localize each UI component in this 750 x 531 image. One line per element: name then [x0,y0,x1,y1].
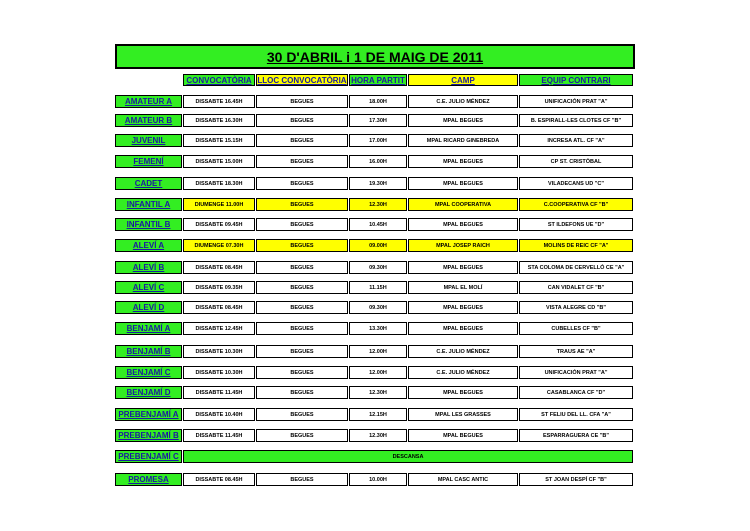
table-row [115,366,635,379]
convocatoria-cell: DISSABTE 11.45H [183,429,255,442]
hora-cell: 17.00H [349,134,407,147]
lloc-cell: BEGUES [256,261,348,274]
convocatoria-cell: DISSABTE 08.45H [183,261,255,274]
team-name: ALEVÍ B [115,261,182,274]
equip-cell: MOLINS DE REIC CF "A" [519,239,633,252]
table-row [115,322,635,335]
hora-cell: 10.45H [349,218,407,231]
lloc-cell: BEGUES [256,386,348,399]
equip-cell: UNIFICACIÓN PRAT "A" [519,95,633,108]
hora-cell: 17.30H [349,114,407,127]
camp-cell: MPAL RICARD GINEBREDA [408,134,518,147]
lloc-cell: BEGUES [256,155,348,168]
team-name: BENJAMÍ D [115,386,182,399]
convocatoria-cell: DISSABTE 18.30H [183,177,255,190]
hora-cell: 12.00H [349,366,407,379]
camp-cell: C.E. JULIO MÉNDEZ [408,366,518,379]
equip-cell: ST ILDEFONS UE "D" [519,218,633,231]
hora-cell: 09.00H [349,239,407,252]
convocatoria-cell: DISSABTE 08.45H [183,473,255,486]
convocatoria-cell: DISSABTE 10.30H [183,366,255,379]
table-row [115,218,635,231]
camp-cell: MPAL COOPERATIVA [408,198,518,211]
team-name: PREBENJAMÍ B [115,429,182,442]
lloc-cell: BEGUES [256,177,348,190]
header-camp: CAMP [408,74,518,86]
convocatoria-cell: DISSABTE 09.45H [183,218,255,231]
table-row [115,95,635,108]
equip-cell: ST FELIU DEL LL. CFA "A" [519,408,633,421]
team-name: BENJAMÍ A [115,322,182,335]
lloc-cell: BEGUES [256,95,348,108]
team-name: CADET [115,177,182,190]
equip-cell: CASABLANCA CF "D" [519,386,633,399]
header-hora-partit: HORA PARTIT [349,74,407,86]
camp-cell: C.E. JULIO MÉNDEZ [408,95,518,108]
lloc-cell: BEGUES [256,345,348,358]
table-row [115,408,635,421]
equip-cell: VISTA ALEGRE CD "B" [519,301,633,314]
camp-cell: MPAL JOSEP RAICH [408,239,518,252]
rest-cell: DESCANSA [183,450,633,463]
table-row [115,386,635,399]
hora-cell: 09.30H [349,261,407,274]
camp-cell: MPAL LES GRASSES [408,408,518,421]
convocatoria-cell: DIUMENGE 11.00H [183,198,255,211]
team-name: BENJAMÍ C [115,366,182,379]
team-name: PREBENJAMÍ A [115,408,182,421]
team-name: BENJAMÍ B [115,345,182,358]
header-convocatoria: CONVOCATÒRIA [183,74,255,86]
convocatoria-cell: DISSABTE 10.40H [183,408,255,421]
convocatoria-cell: DISSABTE 10.30H [183,345,255,358]
camp-cell: MPAL BEGUES [408,386,518,399]
team-name: JUVENIL [115,134,182,147]
team-name: ALEVÍ A [115,239,182,252]
team-name: FEMENÍ [115,155,182,168]
header-equip-contrari: EQUIP CONTRARI [519,74,633,86]
camp-cell: MPAL BEGUES [408,429,518,442]
convocatoria-cell: DIUMENGE 07.30H [183,239,255,252]
hora-cell: 13.30H [349,322,407,335]
convocatoria-cell: DISSABTE 08.45H [183,301,255,314]
table-row [115,450,635,463]
hora-cell: 12.30H [349,198,407,211]
convocatoria-cell: DISSABTE 09.35H [183,281,255,294]
team-name: AMATEUR A [115,95,182,108]
table-row [115,198,635,211]
equip-cell: STA COLOMA DE CERVELLÓ CE "A" [519,261,633,274]
equip-cell: B. ESPIRALL-LES CLOTES CF "B" [519,114,633,127]
equip-cell: UNIFICACIÓN PRAT "A" [519,366,633,379]
equip-cell: C.COOPERATIVA CF "B" [519,198,633,211]
table-row [115,281,635,294]
lloc-cell: BEGUES [256,473,348,486]
equip-cell: CUBELLES CF "B" [519,322,633,335]
convocatoria-cell: DISSABTE 15.15H [183,134,255,147]
convocatoria-cell: DISSABTE 12.45H [183,322,255,335]
hora-cell: 12.00H [349,345,407,358]
camp-cell: MPAL BEGUES [408,155,518,168]
lloc-cell: BEGUES [256,114,348,127]
camp-cell: MPAL EL MOLÍ [408,281,518,294]
lloc-cell: BEGUES [256,134,348,147]
lloc-cell: BEGUES [256,322,348,335]
camp-cell: MPAL BEGUES [408,301,518,314]
lloc-cell: BEGUES [256,366,348,379]
team-name: PROMESA [115,473,182,486]
table-row [115,429,635,442]
lloc-cell: BEGUES [256,408,348,421]
camp-cell: MPAL BEGUES [408,114,518,127]
equip-cell: INCRESA ATL. CF "A" [519,134,633,147]
hora-cell: 12.30H [349,429,407,442]
lloc-cell: BEGUES [256,218,348,231]
equip-cell: TRAUS AE "A" [519,345,633,358]
team-name: INFANTIL A [115,198,182,211]
table-row [115,155,635,168]
hora-cell: 11.15H [349,281,407,294]
team-name: PREBENJAMÍ C [115,450,182,463]
camp-cell: C.E. JULIO MÉNDEZ [408,345,518,358]
lloc-cell: BEGUES [256,239,348,252]
convocatoria-cell: DISSABTE 16.30H [183,114,255,127]
hora-cell: 16.00H [349,155,407,168]
hora-cell: 09.30H [349,301,407,314]
hora-cell: 19.30H [349,177,407,190]
table-row [115,345,635,358]
camp-cell: MPAL BEGUES [408,322,518,335]
table-row [115,177,635,190]
equip-cell: CAN VIDALET CF "B" [519,281,633,294]
table-row [115,114,635,127]
team-name: ALEVÍ D [115,301,182,314]
lloc-cell: BEGUES [256,281,348,294]
camp-cell: MPAL BEGUES [408,218,518,231]
hora-cell: 12.15H [349,408,407,421]
table-row [115,239,635,252]
lloc-cell: BEGUES [256,198,348,211]
convocatoria-cell: DISSABTE 16.45H [183,95,255,108]
team-name: INFANTIL B [115,218,182,231]
table-row [115,261,635,274]
camp-cell: MPAL CASC ANTIC [408,473,518,486]
lloc-cell: BEGUES [256,429,348,442]
convocatoria-cell: DISSABTE 11.45H [183,386,255,399]
page-title: 30 D'ABRIL i 1 DE MAIG DE 2011 [115,44,635,69]
hora-cell: 18.00H [349,95,407,108]
table-row [115,473,635,486]
equip-cell: ST JOAN DESPÍ CF "B" [519,473,633,486]
convocatoria-cell: DISSABTE 15.00H [183,155,255,168]
team-name: ALEVÍ C [115,281,182,294]
lloc-cell: BEGUES [256,301,348,314]
hora-cell: 10.00H [349,473,407,486]
header-lloc-convocatoria: LLOC CONVOCATÒRIA [257,75,347,85]
camp-cell: MPAL BEGUES [408,177,518,190]
table-row [115,301,635,314]
equip-cell: VILADECANS UD "C" [519,177,633,190]
table-row [115,134,635,147]
team-name: AMATEUR B [115,114,182,127]
camp-cell: MPAL BEGUES [408,261,518,274]
equip-cell: CP ST. CRISTÒBAL [519,155,633,168]
hora-cell: 12.30H [349,386,407,399]
equip-cell: ESPARRAGUERA CE "B" [519,429,633,442]
